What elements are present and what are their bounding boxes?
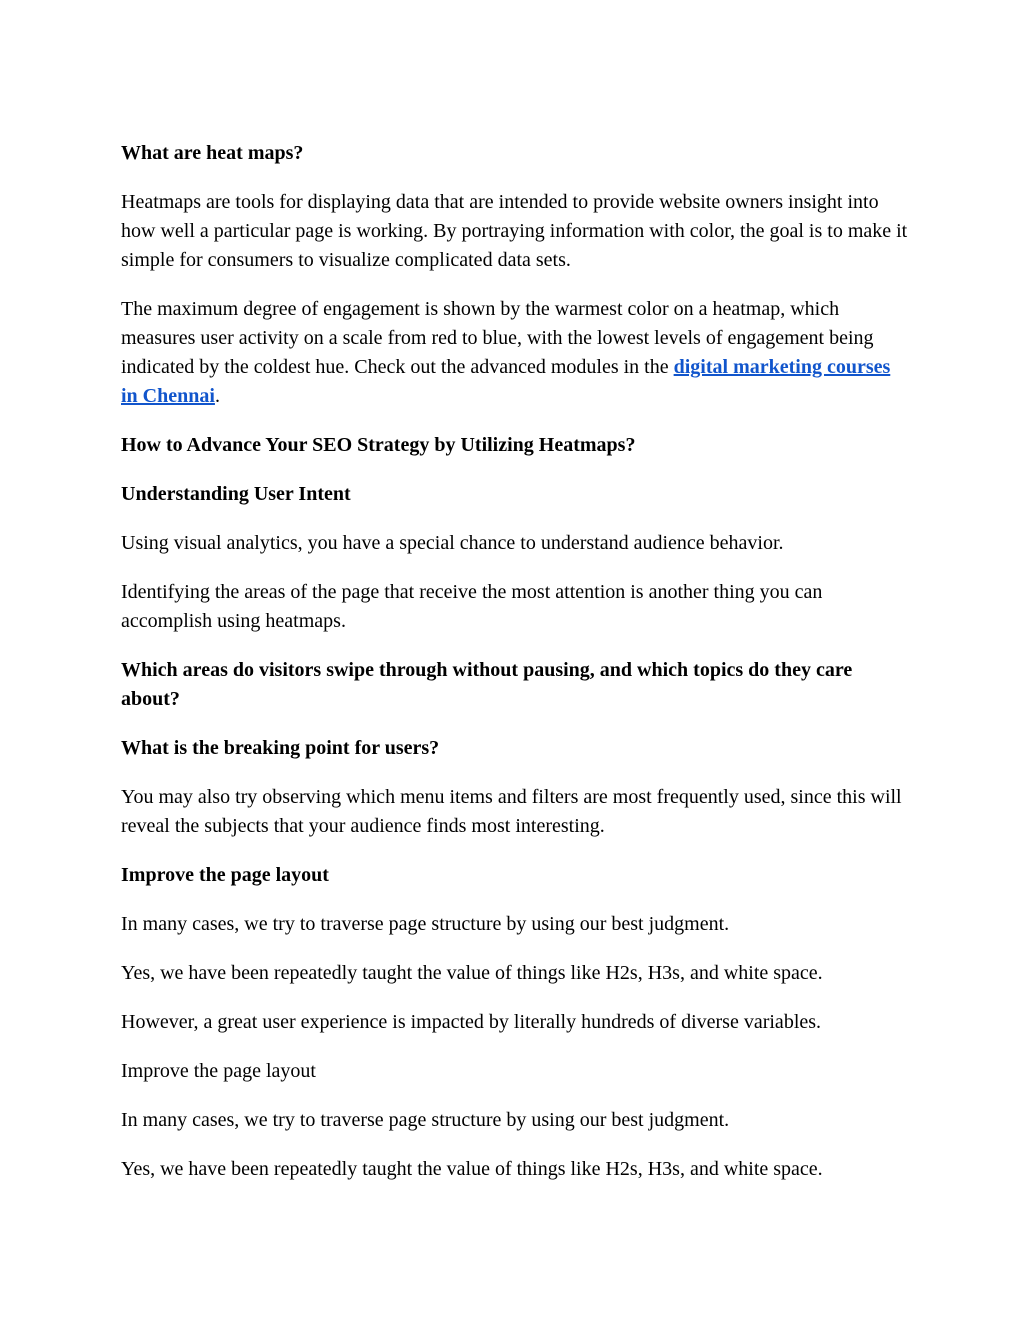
paragraph-repeatedly-taught-repeat: Yes, we have been repeatedly taught the value of things like H2s, H3s, and white space. (121, 1158, 823, 1180)
heading-understanding-user-intent: Understanding User Intent (121, 483, 351, 505)
paragraph-engagement-period: . (214, 385, 220, 407)
paragraph-visual-analytics: Using visual analytics, you have a special chance to understand audience behavior. (121, 532, 784, 554)
paragraph-identify-areas: Identifying the areas of the page that receive the most attention is another thing you can accomplish using heatmaps. (121, 581, 823, 632)
paragraph-traverse-structure: In many cases, we try to traverse page structure by using our best judgment. (121, 913, 730, 935)
heading-breaking-point: What is the breaking point for users? (121, 737, 440, 759)
paragraph-engagement (121, 295, 911, 411)
heading-advance-seo-strategy: How to Advance Your SEO Strategy by Utilizing Heatmaps? (121, 434, 636, 456)
paragraph-repeatedly-taught: Yes, we have been repeatedly taught the value of things like H2s, H3s, and white space. (121, 962, 823, 984)
paragraph-engagement-text: The maximum degree of engagement is shown by the warmest color on a heatmap, which measures user activity on a scale from red to blue, with the lowest levels of engagement being indicated by the coldest hue. Check out the advanced modules in the (121, 298, 874, 378)
digital-marketing-courses-link[interactable]: digital marketing courses in Chennai (121, 356, 891, 407)
paragraph-menu-items: You may also try observing which menu items and filters are most frequently used, since this will reveal the subjects that your audience finds most interesting. (121, 786, 902, 837)
paragraph-traverse-structure-repeat: In many cases, we try to traverse page structure by using our best judgment. (121, 1109, 730, 1131)
heading-improve-page-layout: Improve the page layout (121, 864, 329, 886)
heading-what-are-heat-maps: What are heat maps? (121, 142, 304, 164)
paragraph-heatmaps-intro: Heatmaps are tools for displaying data that are intended to provide website owners insight into how well a particular page is working. By portraying information with color, the goal is to make it simple for consumers to visualize complicated data sets. (121, 191, 908, 271)
paragraph-diverse-variables: However, a great user experience is impacted by literally hundreds of diverse variables. (121, 1011, 822, 1033)
paragraph-improve-page-layout: Improve the page layout (121, 1060, 316, 1082)
document-page (121, 139, 911, 1204)
heading-swipe-question: Which areas do visitors swipe through without pausing, and which topics do they care about? (121, 659, 853, 710)
